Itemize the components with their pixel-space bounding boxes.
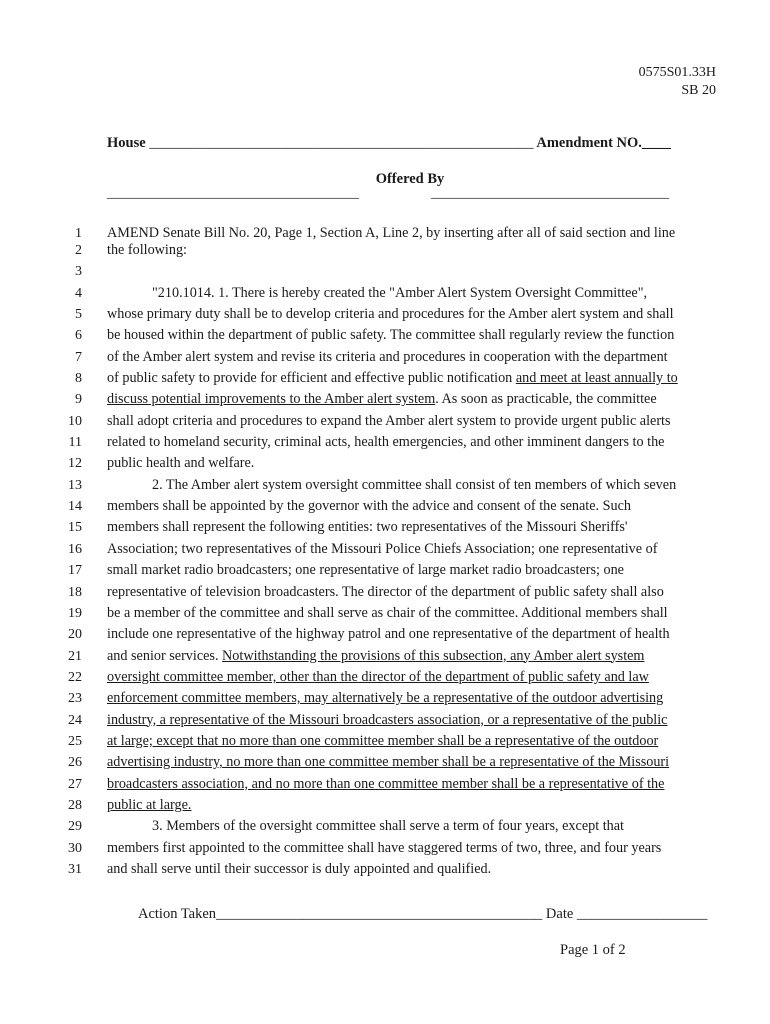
- line-text: [107, 731, 727, 752]
- text-segment: representative of television broadcasters. The director of the department of public safety shall also: [107, 583, 664, 600]
- text-segment: 3. Members of the oversight committee shall serve a term of four years, except that: [152, 818, 624, 835]
- line-number: 30: [68, 840, 82, 856]
- bill-line: [0, 560, 770, 581]
- line-number: 28: [68, 797, 82, 813]
- line-number: 27: [68, 776, 82, 792]
- text-segment: and senior services.: [107, 647, 223, 664]
- line-number: 2: [75, 243, 82, 258]
- bill-number: SB 20: [681, 83, 716, 98]
- text-segment: members shall be appointed by the governor with the advice and consent of the senate. Such: [107, 498, 631, 515]
- bill-line: [0, 582, 770, 603]
- line-text: [107, 688, 727, 709]
- line-number: 26: [68, 755, 82, 771]
- line-text: [107, 603, 727, 624]
- bill-line: [0, 795, 770, 816]
- sponsor-signature-line-right: __________________________________: [431, 186, 669, 201]
- action-taken-line: _____________________________________________: [216, 906, 543, 922]
- line-number: 8: [75, 371, 82, 387]
- house-label: House: [107, 135, 146, 151]
- line-text: [107, 304, 727, 325]
- line-text: [107, 325, 727, 346]
- inserted-text: at large; except that no more than one committee member shall be a representative of the outdoor: [107, 732, 659, 749]
- line-text: [107, 453, 727, 474]
- line-text: [107, 838, 727, 859]
- line-number: 29: [68, 819, 82, 835]
- inserted-text: industry, a representative of the Missouri broadcasters association, or a representative of the public: [107, 711, 668, 728]
- line-text: [107, 646, 727, 667]
- bill-code-block: [639, 64, 716, 100]
- inserted-text: discuss potential improvements to the Amber alert system: [107, 391, 436, 408]
- line-text: [107, 517, 727, 538]
- line-number: 6: [75, 328, 82, 344]
- text-segment: members first appointed to the committee shall have staggered terms of two, three, and four years: [107, 839, 662, 856]
- text-segment: public health and welfare.: [107, 455, 255, 472]
- bill-line: [0, 283, 770, 304]
- line-number: 16: [68, 541, 82, 557]
- line-text: [107, 752, 727, 773]
- bill-line: [0, 539, 770, 560]
- line-number: 5: [75, 307, 82, 323]
- line-text: [107, 667, 727, 688]
- bill-line: [0, 261, 770, 282]
- line-text: [107, 539, 727, 560]
- text-segment: whose primary duty shall be to develop criteria and procedures for the Amber alert system and shall: [107, 306, 674, 323]
- text-segment: be a member of the committee and shall serve as chair of the committee. Additional members shall: [107, 604, 668, 621]
- line-number: 17: [68, 563, 82, 579]
- line-text: [107, 347, 727, 368]
- line-number: 1: [75, 226, 82, 241]
- text-segment: of the Amber alert system and revise its criteria and procedures in cooperation with the department: [107, 348, 668, 365]
- line-text: [107, 432, 727, 453]
- line-number: 15: [68, 520, 82, 536]
- line-number: 12: [68, 456, 82, 472]
- text-segment: "210.1014. 1. There is hereby created the "Amber Alert System Oversight Committee",: [152, 284, 648, 301]
- line-number: 20: [68, 627, 82, 643]
- text-segment: be housed within the department of public safety. The committee shall regularly review the function: [107, 327, 675, 344]
- bill-line: [0, 752, 770, 773]
- line-number: 22: [68, 669, 82, 685]
- offered-by-heading: Offered By: [375, 171, 445, 187]
- text-segment: and shall serve until their successor is duly appointed and qualified.: [107, 860, 492, 877]
- bill-line: [0, 517, 770, 538]
- text-segment: the following:: [107, 242, 187, 258]
- line-text: [107, 774, 727, 795]
- line-text: [107, 240, 727, 261]
- line-number: 21: [68, 648, 82, 664]
- line-number: 18: [68, 584, 82, 600]
- bill-line: [0, 838, 770, 859]
- bill-line: [0, 774, 770, 795]
- bill-line: [0, 389, 770, 410]
- line-number: 25: [68, 733, 82, 749]
- line-number: 4: [75, 285, 82, 301]
- bill-line: [0, 304, 770, 325]
- line-number: 10: [68, 413, 82, 429]
- bill-line: [0, 240, 770, 261]
- bill-line: [0, 475, 770, 496]
- bill-code: 0575S01.33H: [638, 65, 716, 80]
- bill-line: [0, 731, 770, 752]
- bill-line: [0, 688, 770, 709]
- house-line: _____________________________________________________: [149, 135, 534, 151]
- line-number: 13: [68, 477, 82, 493]
- line-text: [107, 368, 727, 389]
- inserted-text: advertising industry, no more than one committee member shall be a representative of the Missouri: [107, 754, 670, 771]
- action-taken-row: [138, 906, 707, 923]
- bill-line: [0, 646, 770, 667]
- text-segment: Association; two representatives of the Missouri Police Chiefs Association; one representative of: [107, 540, 658, 557]
- sponsor-signature-line-left: ____________________________________: [107, 186, 359, 201]
- text-segment: small market radio broadcasters; one representative of large market radio broadcasters; one: [107, 562, 624, 579]
- bill-line: [0, 347, 770, 368]
- text-segment: of public safety to provide for efficient and effective public notification: [107, 370, 516, 387]
- line-number: 31: [68, 861, 82, 877]
- line-number: 7: [75, 349, 82, 365]
- line-text: [152, 283, 770, 304]
- bill-line: [0, 667, 770, 688]
- inserted-text: Notwithstanding the provisions of this subsection, any Amber alert system: [222, 647, 645, 664]
- line-text: [107, 710, 727, 731]
- amendment-label: Amendment NO.____: [536, 135, 671, 151]
- text-segment: . As soon as practicable, the committee: [435, 391, 657, 408]
- line-number: 9: [75, 392, 82, 408]
- line-text: [152, 816, 770, 837]
- bill-line: [0, 223, 770, 240]
- line-text: [107, 859, 727, 880]
- line-number: 14: [68, 499, 82, 515]
- bill-line: [0, 496, 770, 517]
- text-segment: related to homeland security, criminal acts, health emergencies, and other imminent dangers to the: [107, 434, 665, 451]
- bill-line: [0, 411, 770, 432]
- line-text: [107, 496, 727, 517]
- bill-line: [0, 710, 770, 731]
- bill-line: [0, 603, 770, 624]
- inserted-text: oversight committee member, other than the director of the department of public safety and law: [107, 668, 649, 685]
- line-text: [107, 560, 727, 581]
- line-text: [152, 475, 770, 496]
- bill-line: [0, 453, 770, 474]
- text-segment: members shall represent the following entities: two representatives of the Missouri Sheriffs': [107, 519, 628, 536]
- inserted-text: and meet at least annually to: [515, 370, 678, 387]
- line-text: [107, 411, 727, 432]
- bill-line: [0, 859, 770, 880]
- text-segment: shall adopt criteria and procedures to expand the Amber alert system to provide urgent public alerts: [107, 412, 671, 429]
- line-number: 3: [75, 264, 82, 280]
- bill-text-lines: [0, 223, 770, 880]
- line-text: [107, 624, 727, 645]
- inserted-text: broadcasters association, and no more than one committee member shall be a representative of the: [107, 775, 665, 792]
- date-line: __________________: [576, 906, 708, 922]
- text-segment: AMEND Senate Bill No. 20, Page 1, Section A, Line 2, by inserting after all of said section and line: [107, 225, 676, 241]
- bill-line: [0, 624, 770, 645]
- text-segment: 2. The Amber alert system oversight committee shall consist of ten members of which seven: [152, 476, 677, 493]
- line-text: [107, 582, 727, 603]
- bill-line: [0, 368, 770, 389]
- inserted-text: public at large.: [107, 796, 192, 813]
- house-amendment-row: [107, 135, 715, 152]
- page-number: Page 1 of 2: [560, 942, 626, 958]
- text-segment: include one representative of the highway patrol and one representative of the department of health: [107, 626, 670, 643]
- action-taken-label: Action Taken: [138, 906, 217, 922]
- inserted-text: enforcement committee members, may alternatively be a representative of the outdoor advertising: [107, 690, 664, 707]
- date-label: Date: [545, 906, 574, 922]
- bill-line: [0, 816, 770, 837]
- bill-line: [0, 325, 770, 346]
- bill-line: [0, 432, 770, 453]
- line-text: [107, 389, 727, 410]
- line-number: 11: [68, 435, 82, 451]
- line-number: 19: [68, 605, 82, 621]
- line-number: 24: [68, 712, 82, 728]
- line-text: [107, 795, 727, 816]
- line-number: 23: [68, 691, 82, 707]
